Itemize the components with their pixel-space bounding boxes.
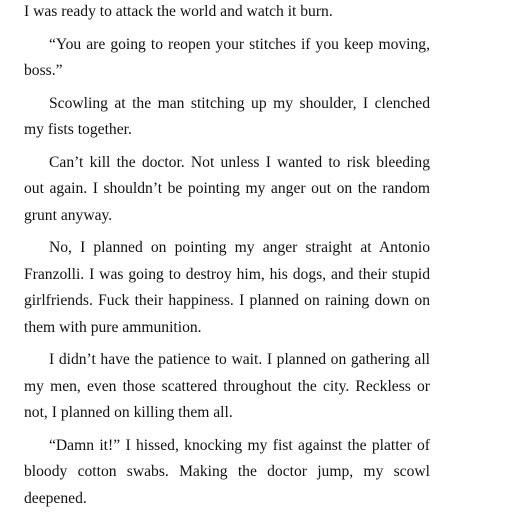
paragraph-6: I didn’t have the patience to wait. I planned on gathering all my men, even those scattered throughout the city. Reckless or not, I planned on killing them all.	[24, 351, 430, 421]
paragraph-5: No, I planned on pointing my anger straight at Antonio Franzolli. I was going to destroy him, his dogs, and their stupid girlfriends. Fuck their happiness. I planned on raining down on them with pure ammunition.	[24, 239, 430, 336]
document-page	[24, 0, 430, 518]
paragraph-2: “You are going to reopen your stitches if you keep moving, boss.”	[24, 35, 430, 79]
paragraph-1: I was ready to attack the world and watch it burn.	[24, 3, 333, 20]
paragraph-4: Can’t kill the doctor. Not unless I wanted to risk bleeding out again. I shouldn’t be pointing my anger out on the random grunt anyway.	[24, 153, 430, 224]
paragraph-7: “Damn it!” I hissed, knocking my fist against the platter of bloody cotton swabs. Making the doctor jump, my scowl deepened.	[24, 436, 430, 507]
paragraph-3: Scowling at the man stitching up my shoulder, I clenched my fists together.	[24, 94, 430, 138]
